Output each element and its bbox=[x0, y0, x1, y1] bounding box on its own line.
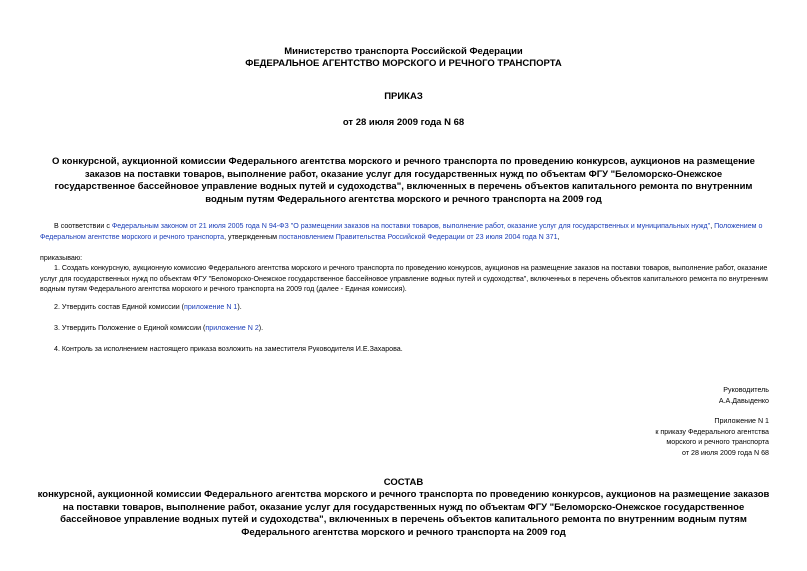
item2-suffix: ). bbox=[237, 303, 242, 311]
appendix-2-link[interactable]: приложение N 2 bbox=[205, 324, 259, 332]
intro-paragraph bbox=[40, 221, 772, 242]
intro-suffix: , bbox=[557, 232, 560, 241]
signatory-name: А.А.Давыденко bbox=[718, 396, 769, 405]
order-item-3 bbox=[40, 323, 772, 334]
agency-name: ФЕДЕРАЛЬНОЕ АГЕНТСТВО МОРСКОГО И РЕЧНОГО ТРАНСПОРТА bbox=[245, 58, 562, 69]
order-item-2 bbox=[40, 302, 772, 313]
appendix-line-1: к приказу Федерального агентства bbox=[655, 427, 769, 436]
signatory-position: Руководитель bbox=[723, 386, 769, 394]
document-type: ПРИКАЗ bbox=[384, 91, 423, 102]
appendix-line-2: морского и речного транспорта bbox=[666, 438, 769, 446]
order-item-1: 1. Создать конкурсную, аукционную комиссию Федерального агентства морского и речного транспорта по проведению конкурсов, аукционов на размещение заказов на поставки товаров, выполнение работ, оказание услуг для государственных нужд по объектам ФГУ "Беломорско-Онежское государственное бассейновое управление водных путей и судоходства", включенных в перечень объектов капитального ремонта по внутренним водным путям Федерального агентства морского и речного транспорта на 2009 год (далее - Единая комиссия). bbox=[40, 264, 768, 293]
composition-heading: СОСТАВ bbox=[383, 477, 424, 488]
document-header bbox=[0, 46, 807, 70]
document-date: от 28 июля 2009 года N 68 bbox=[342, 117, 465, 128]
item2-prefix: 2. Утвердить состав Единой комиссии ( bbox=[54, 303, 184, 311]
ministry-name: Министерство транспорта Российской Федерации bbox=[284, 46, 523, 57]
appendix-line-3: от 28 июля 2009 года N 68 bbox=[682, 448, 769, 457]
intro-mid1: , bbox=[710, 222, 715, 230]
government-decree-link[interactable]: постановлением Правительства Российской Федерации от 23 июля 2004 года N 371 bbox=[279, 232, 558, 241]
appendix-header bbox=[509, 416, 769, 458]
federal-law-link[interactable]: Федеральным законом от 21 июля 2005 года N 94-ФЗ "О размещении заказов на поставки товаров, выполнение работ, оказание услуг для государственных и муниципальных нужд" bbox=[111, 222, 711, 230]
item3-suffix: ). bbox=[258, 324, 264, 332]
signature-block bbox=[509, 385, 769, 406]
intro-mid2: , утвержденным bbox=[224, 232, 280, 241]
intro-prefix: В соответствии с bbox=[54, 222, 112, 230]
appendix-1-link[interactable]: приложение N 1 bbox=[184, 303, 238, 311]
document-title: О конкурсной, аукционной комиссии Федерального агентства морского и речного транспорта по проведению конкурсов, аукционов на размещение заказов на поставки товаров, выполнение работ, оказание услуг для государственных нужд по объектам ФГУ "Беломорско-Онежское государственное бассейновое управление водных путей и судоходства", включенных в перечень объектов капитального ремонта по внутренним водным путям Федерального агентства морского и речного транспорта на 2009 год bbox=[52, 156, 755, 205]
item3-prefix: 3. Утвердить Положение о Единой комиссии ( bbox=[54, 324, 206, 332]
composition-description: конкурсной, аукционной комиссии Федерального агентства морского и речного транспорта по проведению конкурсов, аукционов на размещение заказов на поставки товаров, выполнение работ, оказание услуг для государственных нужд по объектам ФГУ "Беломорско-Онежское государственное бассейновое управление водных путей и судоходства", включенных в перечень объектов капитального ремонта по внутренним водным путям Федерального агентства морского и речного транспорта на 2009 год bbox=[37, 489, 770, 538]
order-item-4: 4. Контроль за исполнением настоящего приказа возложить на заместителя Руководителя И.Е.Захарова. bbox=[54, 345, 403, 353]
regulation-link[interactable]: Положением о Федеральном агентстве морского и речного транспорта bbox=[40, 222, 763, 241]
order-word: приказываю: bbox=[40, 254, 83, 262]
appendix-title: Приложение N 1 bbox=[714, 417, 769, 425]
